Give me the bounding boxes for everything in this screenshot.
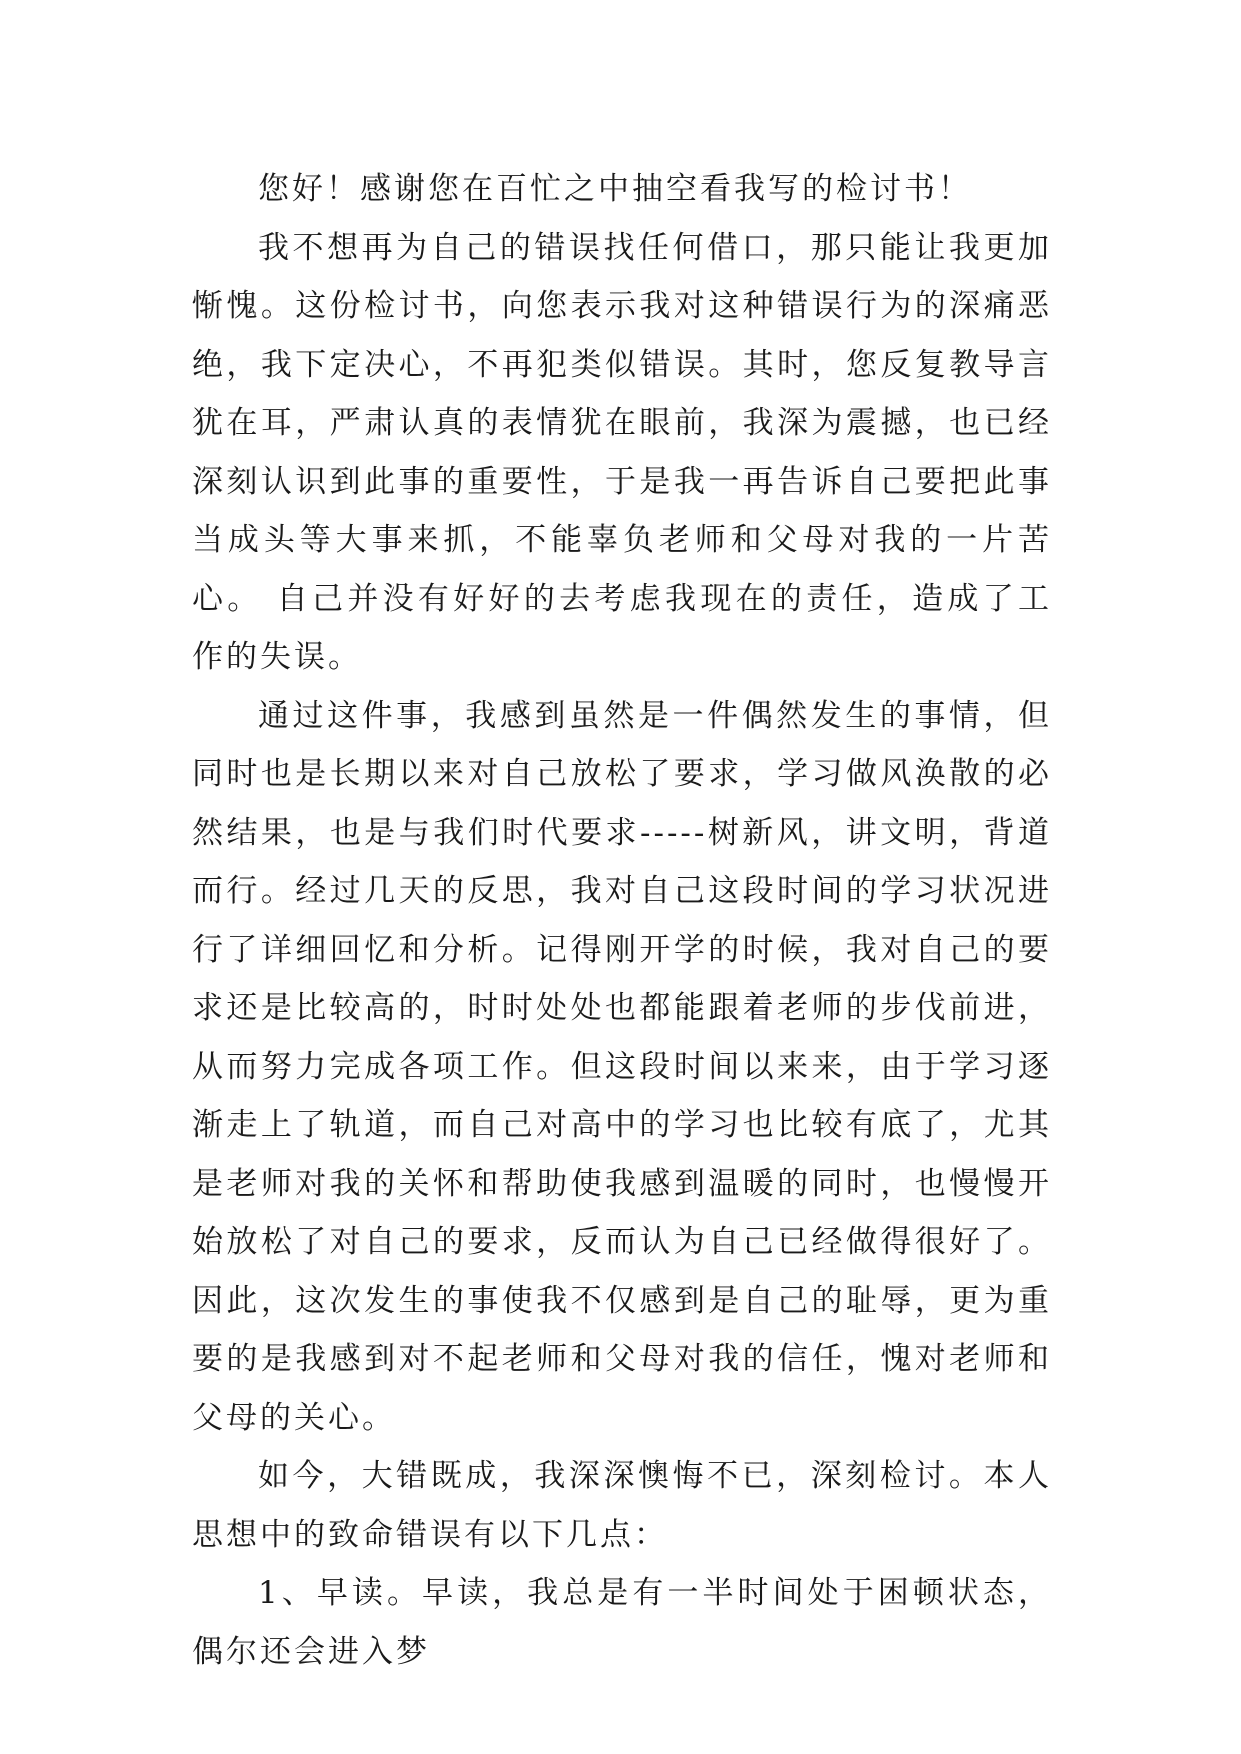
paragraph-errors-intro: 如今，大错既成，我深深懊悔不已，深刻检讨。本人思想中的致命错误有以下几点： (192, 1458, 1052, 1553)
paragraph-reflection: 通过这件事，我感到虽然是一件偶然发生的事情，但同时也是长期以来对自己放松了要求，学习做风涣散的必然结果，也是与我们时代要求-----树新风，讲文明，背道而行。经过几天的反思，我对自己这段时间的学习状况进行了详细回忆和分析。记得刚开学的时候，我对自己的要求还是比较高的，时时处处也都能跟着老师的步伐前进，从而努力完成各项工作。但这段时间以来来，由于学习逐渐走上了轨道，而自己对高中的学习也比较有底了，尤其是老师对我的关怀和帮助使我感到温暖的同时，也慢慢开始放松了对自己的要求，反而认为自己已经做得很好了。因此，这次发生的事使我不仅感到是自己的耻辱，更为重要的是我感到对不起老师和父母对我的信任，愧对老师和父母的关心。 (192, 697, 1052, 1436)
paragraph-apology: 我不想再为自己的错误找任何借口，那只能让我更加惭愧。这份检讨书，向您表示我对这种错误行为的深痛恶绝，我下定决心，不再犯类似错误。其时，您反复教导言犹在耳，严肃认真的表情犹在眼前，我深为震撼，也已经深刻认识到此事的重要性，于是我一再告诉自己要把此事当成头等大事来抓，不能辜负老师和父母对我的一片苦心。 自己并没有好好的去考虑我现在的责任，造成了工作的失误。 (192, 229, 1052, 675)
document-body (192, 160, 1052, 1681)
paragraph-error-item-1: 1、早读。早读，我总是有一半时间处于困顿状态，偶尔还会进入梦 (192, 1575, 1052, 1670)
paragraph-greeting: 您好！感谢您在百忙之中抽空看我写的检讨书！ (258, 171, 972, 207)
